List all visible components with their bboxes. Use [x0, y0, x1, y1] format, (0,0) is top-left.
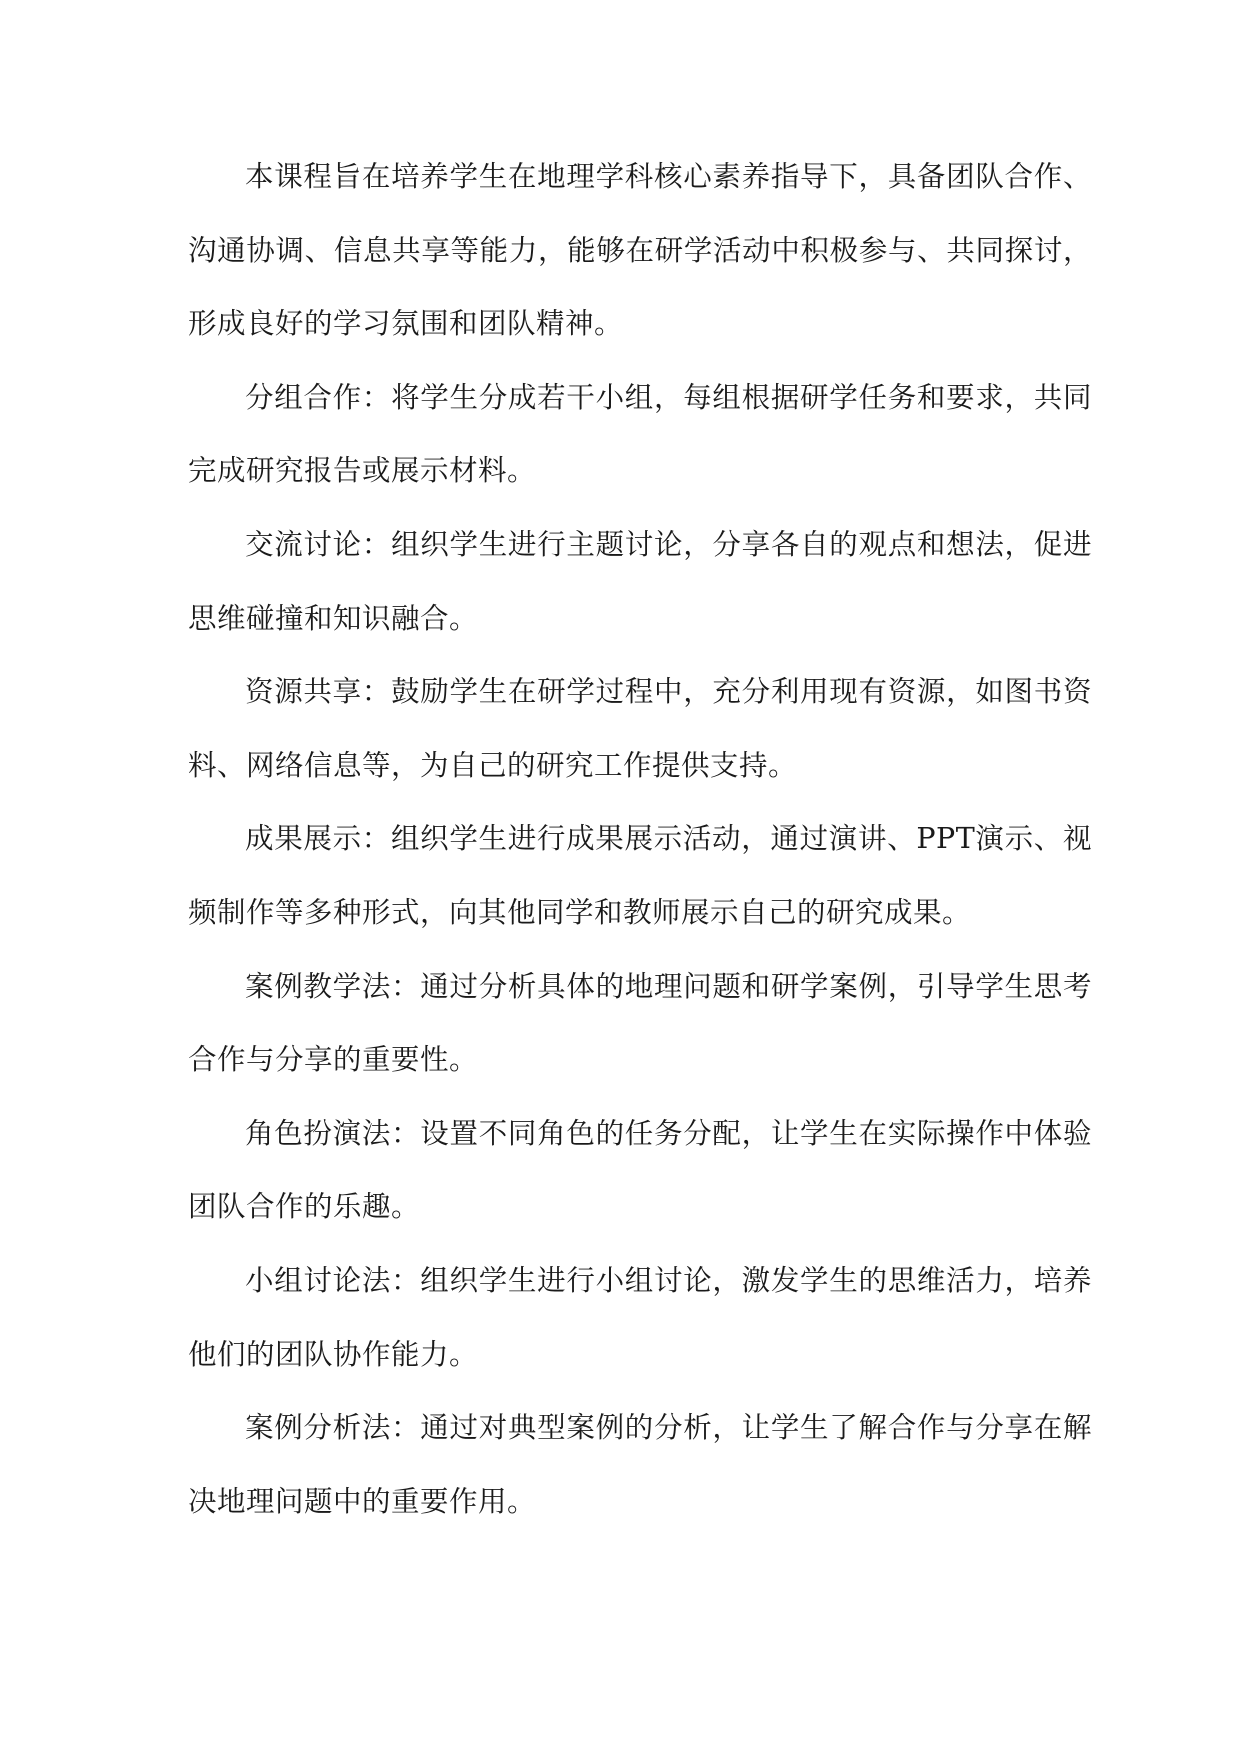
document-body	[188, 140, 1092, 1538]
paragraph-role-play: 角色扮演法：设置不同角色的任务分配，让学生在实际操作中体验团队合作的乐趣。	[188, 1116, 1092, 1224]
paragraph-case-teaching: 案例教学法：通过分析具体的地理问题和研学案例，引导学生思考合作与分享的重要性。	[188, 969, 1092, 1077]
paragraph-course-goal: 本课程旨在培养学生在地理学科核心素养指导下，具备团队合作、沟通协调、信息共享等能力，能够在研学活动中积极参与、共同探讨，形成良好的学习氛围和团队精神。	[188, 160, 1092, 341]
paragraph-case-analysis: 案例分析法：通过对典型案例的分析，让学生了解合作与分享在解决地理问题中的重要作用。	[188, 1411, 1092, 1518]
paragraph-resource-sharing: 资源共享：鼓励学生在研学过程中，充分利用现有资源，如图书资料、网络信息等，为自己的研究工作提供支持。	[188, 675, 1092, 782]
paragraph-group-discussion-method: 小组讨论法：组织学生进行小组讨论，激发学生的思维活力，培养他们的团队协作能力。	[188, 1263, 1092, 1371]
paragraph-group-cooperation: 分组合作：将学生分成若干小组，每组根据研学任务和要求，共同完成研究报告或展示材料。	[188, 380, 1092, 488]
paragraph-discussion: 交流讨论：组织学生进行主题讨论，分享各自的观点和想法，促进思维碰撞和知识融合。	[188, 527, 1092, 635]
paragraph-results-display: 成果展示：组织学生进行成果展示活动，通过演讲、PPT演示、视频制作等多种形式，向其他同学和教师展示自己的研究成果。	[188, 822, 1092, 929]
